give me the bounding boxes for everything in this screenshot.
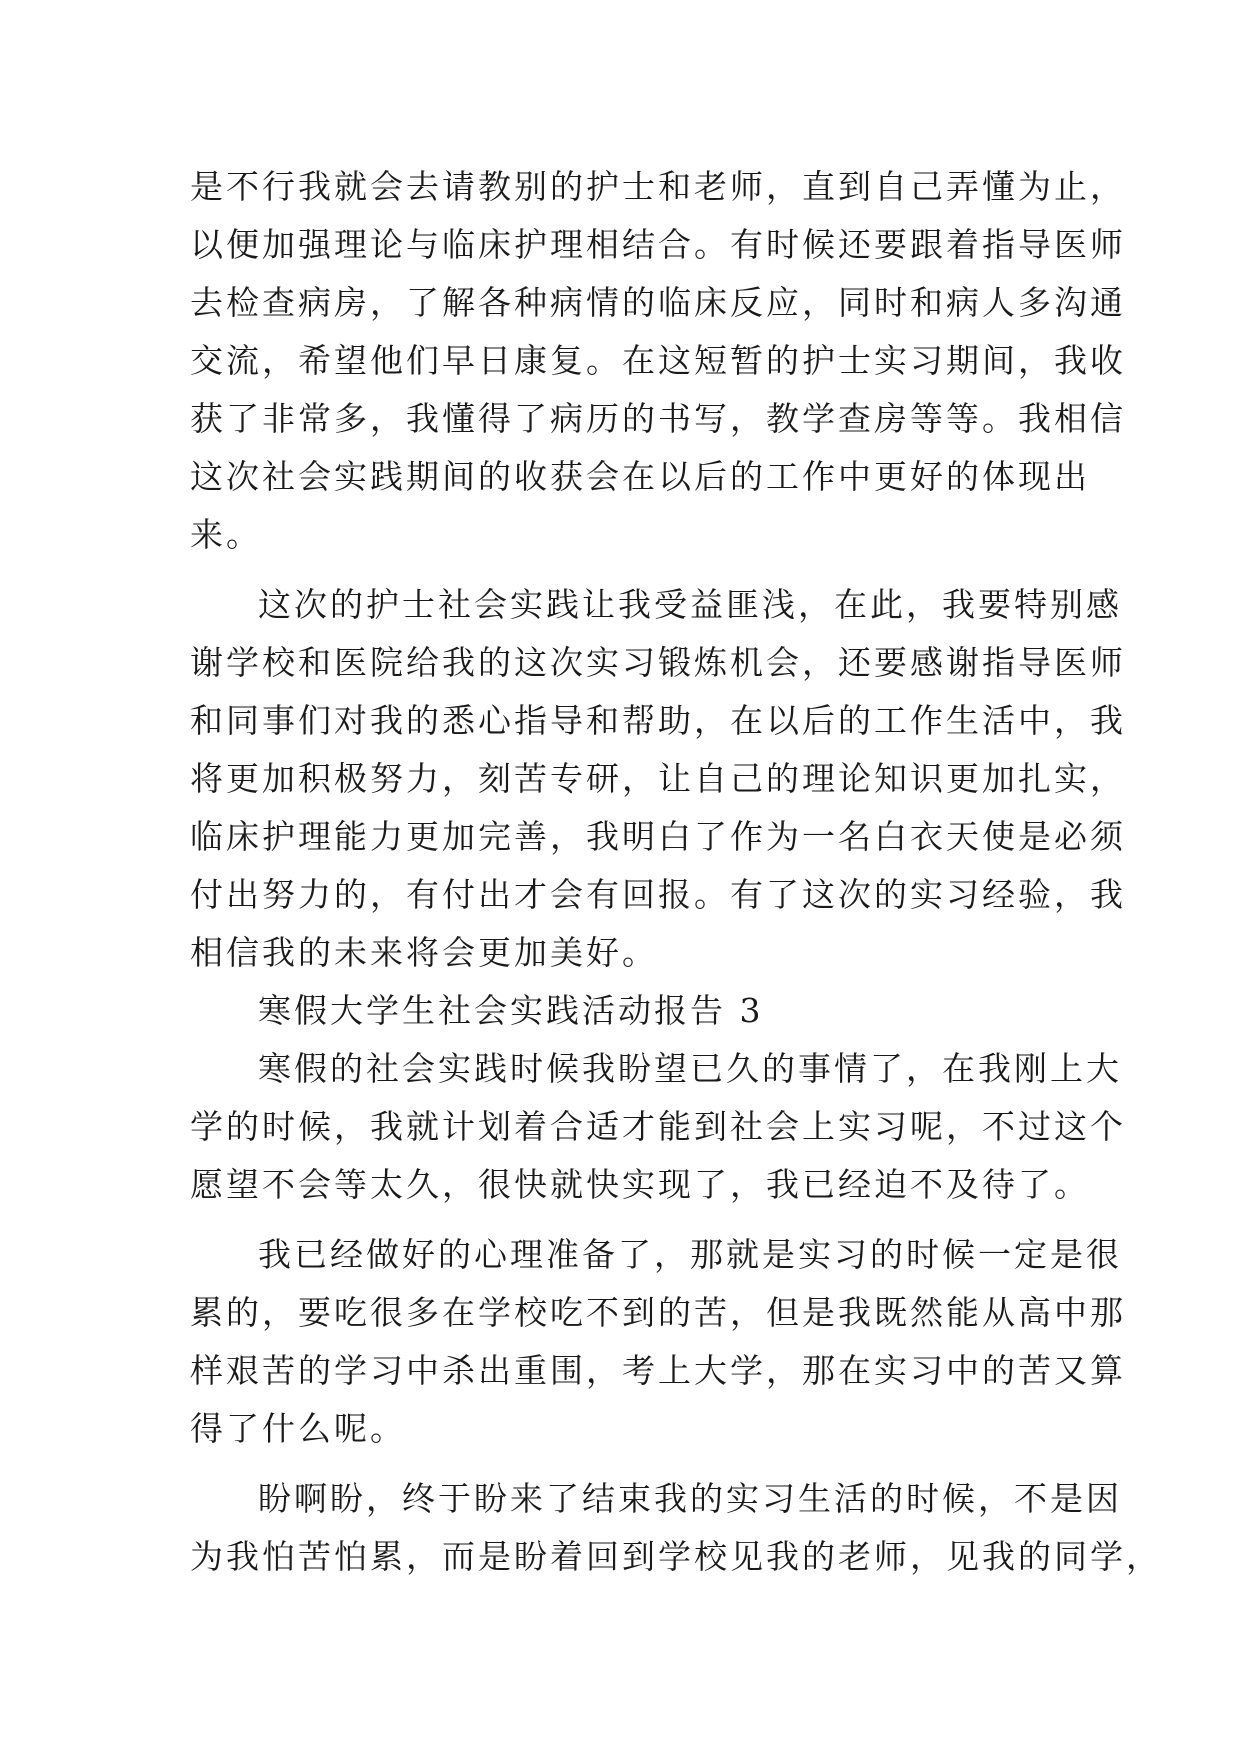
document-body — [190, 158, 1162, 1586]
text-line: 盼啊盼，终于盼来了结束我的实习生活的时候，不是因 — [258, 1479, 1122, 1518]
paragraph-gap — [190, 1458, 1060, 1470]
text-line: 和同事们对我的悉心指导和帮助，在以后的工作生活中，我 — [190, 701, 1126, 740]
text-line: 这次社会实践期间的收获会在以后的工作中更好的体现出 — [190, 457, 1090, 496]
paragraph-1 — [190, 158, 1126, 564]
paragraph-2 — [190, 576, 1126, 982]
section-heading — [190, 982, 1060, 1040]
paragraph-gap — [190, 1214, 1060, 1226]
text-line: 样艰苦的学习中杀出重围，考上大学，那在实习中的苦又算 — [190, 1351, 1126, 1390]
text-line: 这次的护士社会实践让我受益匪浅，在此，我要特别感 — [258, 585, 1122, 624]
text-line: 谢学校和医院给我的这次实习锻炼机会，还要感谢指导医师 — [190, 643, 1126, 682]
text-line: 为我怕苦怕累，而是盼着回到学校见我的老师，见我的同学， — [190, 1537, 1162, 1576]
text-line: 学的时候，我就计划着合适才能到社会上实习呢，不过这个 — [190, 1107, 1126, 1146]
text-line: 获了非常多，我懂得了病历的书写，教学查房等等。我相信 — [190, 399, 1126, 438]
text-line: 去检查病房，了解各种病情的临床反应，同时和病人多沟通 — [190, 283, 1126, 322]
text-line: 付出努力的，有付出才会有回报。有了这次的实习经验，我 — [190, 875, 1126, 914]
text-line: 我已经做好的心理准备了，那就是实习的时候一定是很 — [258, 1235, 1122, 1274]
text-line: 将更加积极努力，刻苦专研，让自己的理论知识更加扎实， — [190, 759, 1126, 798]
text-line: 临床护理能力更加完善，我明白了作为一名白衣天使是必须 — [190, 817, 1126, 856]
paragraph-4 — [190, 1226, 1126, 1458]
paragraph-gap — [190, 564, 1060, 576]
text-line: 愿望不会等太久，很快就快实现了，我已经迫不及待了。 — [190, 1165, 1090, 1204]
text-line: 来。 — [190, 515, 262, 554]
text-line: 以便加强理论与临床护理相结合。有时候还要跟着指导医师 — [190, 225, 1126, 264]
text-line: 寒假的社会实践时候我盼望已久的事情了，在我刚上大 — [258, 1049, 1122, 1088]
paragraph-3 — [190, 1040, 1126, 1214]
heading-line: 寒假大学生社会实践活动报告 3 — [258, 991, 764, 1030]
paragraph-5 — [190, 1470, 1162, 1586]
text-line: 交流，希望他们早日康复。在这短暂的护士实习期间，我收 — [190, 341, 1126, 380]
text-line: 相信我的未来将会更加美好。 — [190, 933, 658, 972]
text-line: 是不行我就会去请教别的护士和老师，直到自己弄懂为止， — [190, 167, 1126, 206]
text-line: 累的，要吃很多在学校吃不到的苦，但是我既然能从高中那 — [190, 1293, 1126, 1332]
text-line: 得了什么呢。 — [190, 1409, 406, 1448]
